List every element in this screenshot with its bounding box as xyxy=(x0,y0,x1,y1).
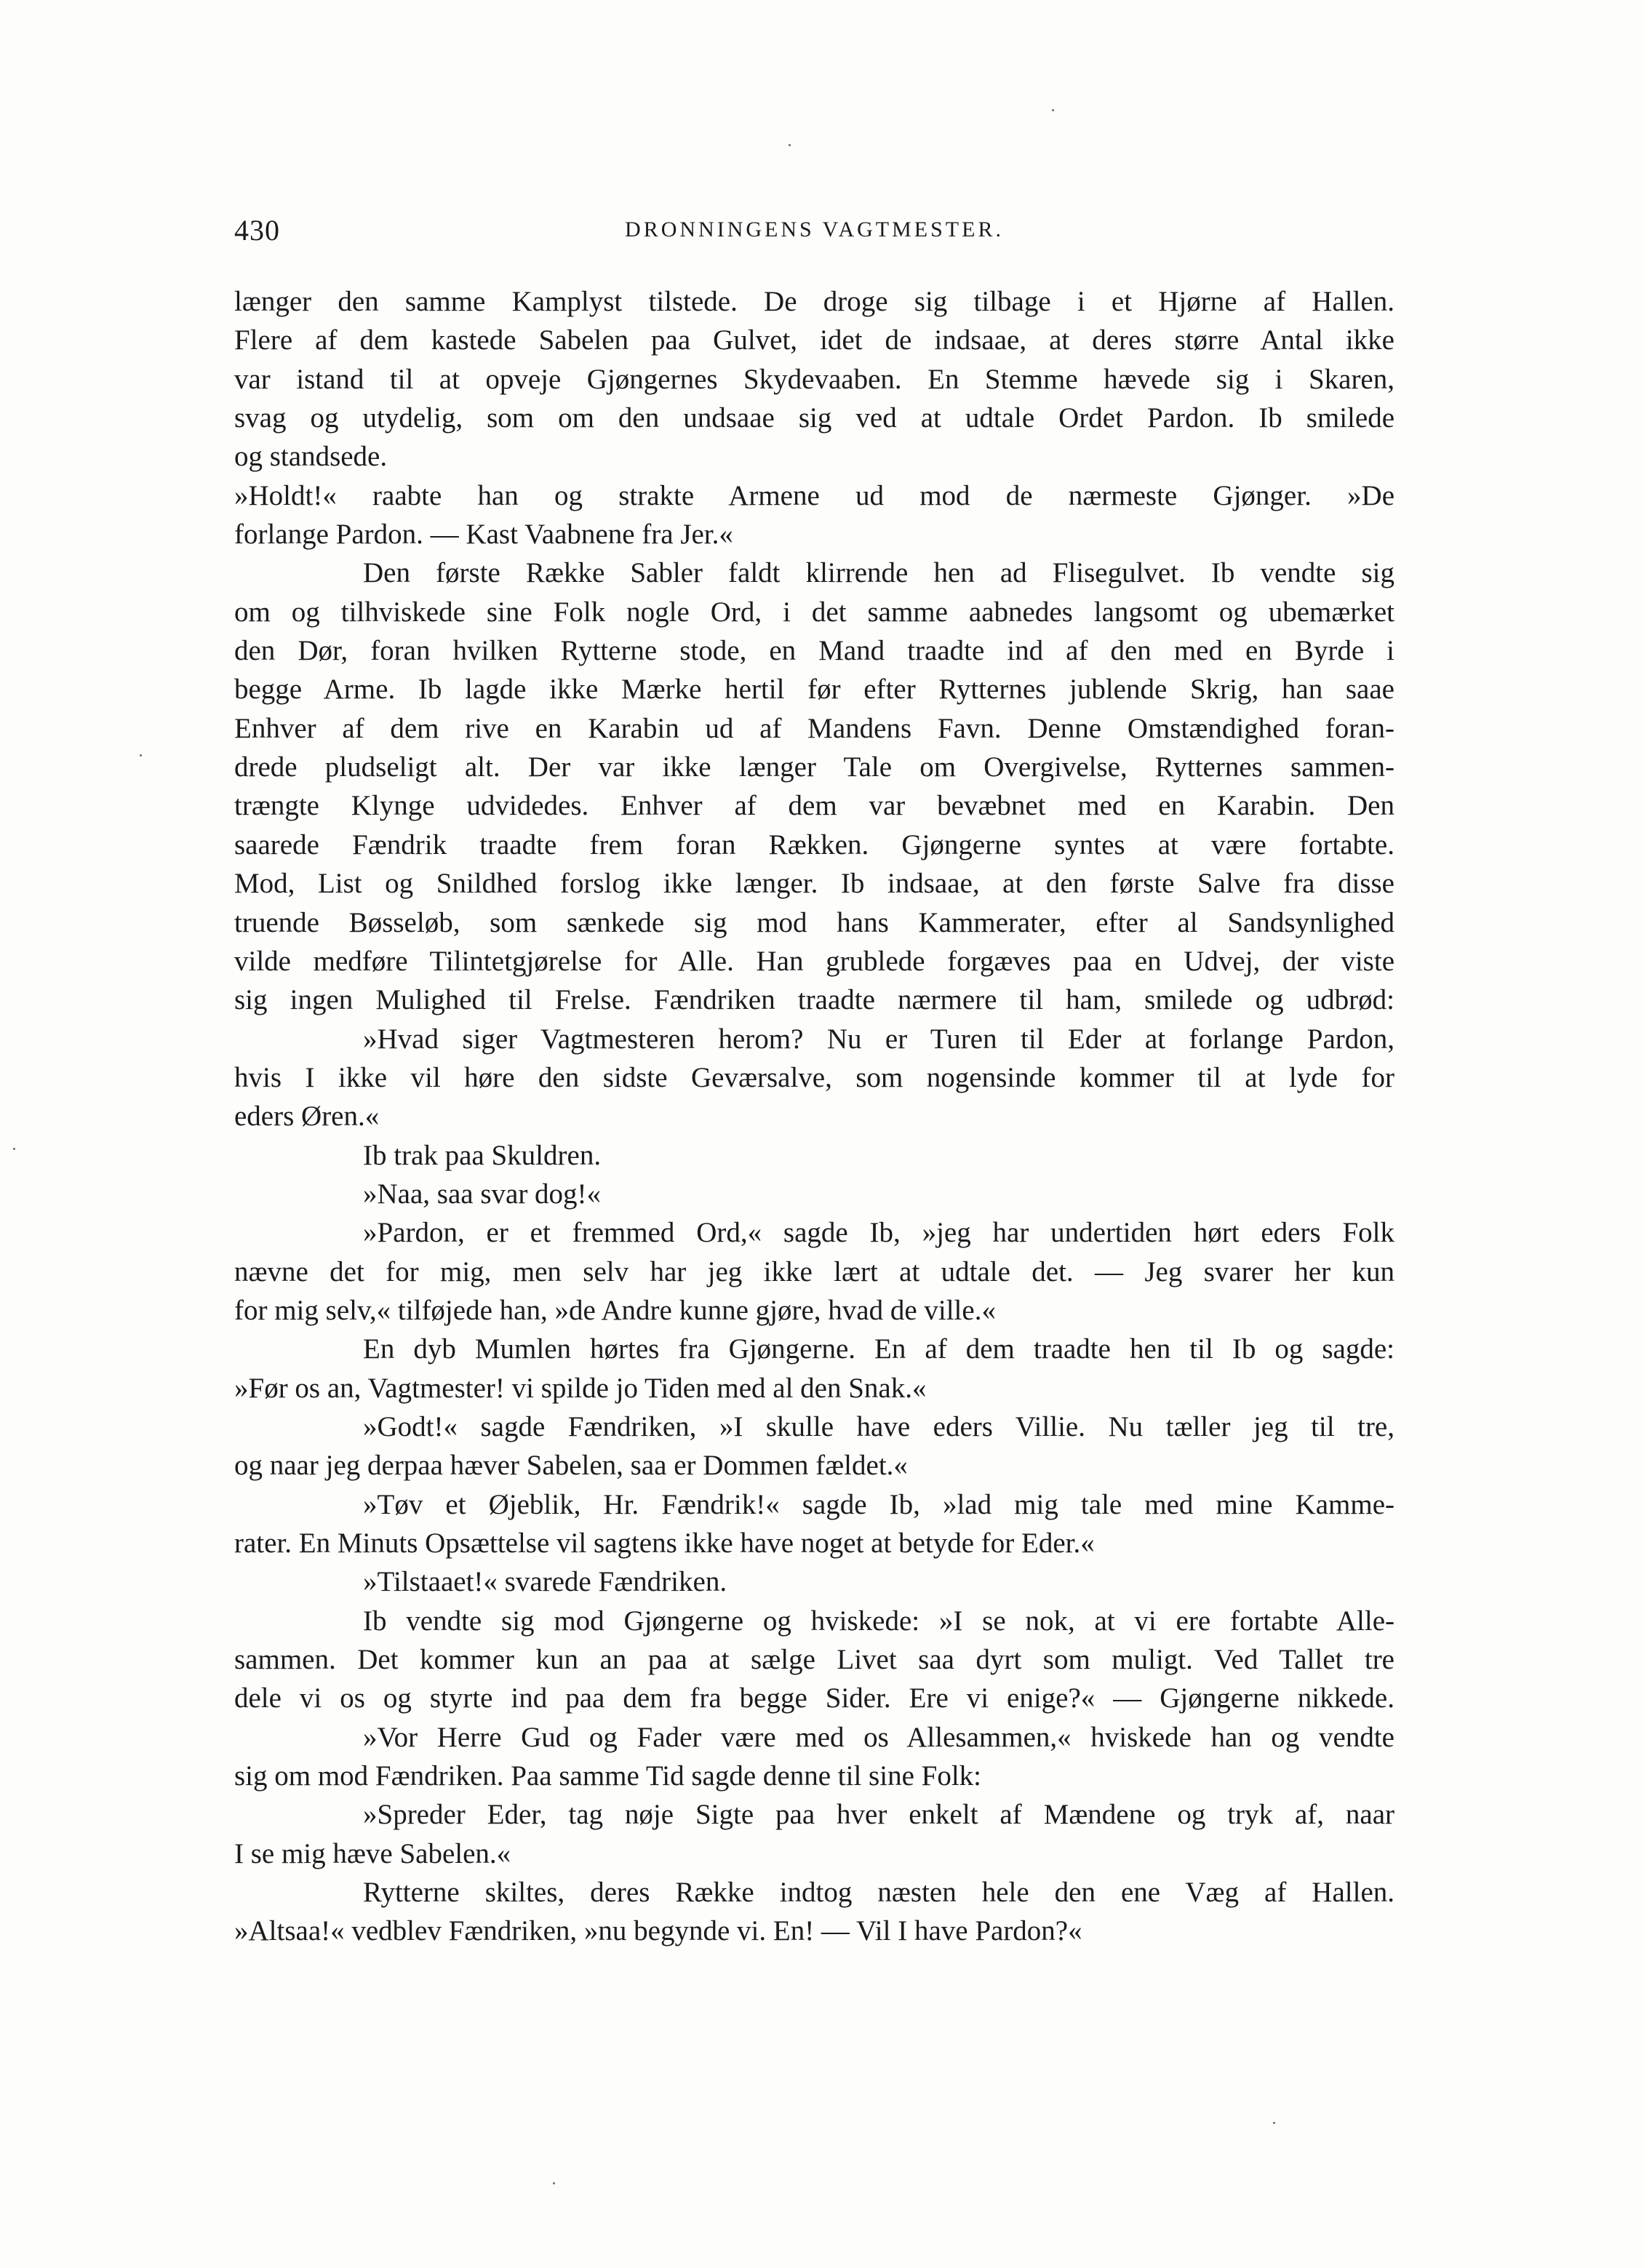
text-line: »Før os an, Vagtmester! vi spilde jo Tiden med al den Snak.« xyxy=(234,1372,927,1404)
text-line: »Vor Herre Gud og Fader være med os Allesammen,« hviskede han og vendte xyxy=(363,1721,1394,1753)
text-line: nævne det for mig, men selv har jeg ikke lært at udtale det. — Jeg svarer her kun xyxy=(234,1255,1394,1287)
text-line: for mig selv,« tilføjede han, »de Andre kunne gjøre, hvad de ville.« xyxy=(234,1294,996,1326)
text-line: drede pludseligt alt. Der var ikke længer Tale om Overgivelse, Rytternes sammen- xyxy=(234,751,1394,783)
text-line: »Altsaa!« vedblev Fændriken, »nu begynde vi. En! — Vil I have Pardon?« xyxy=(234,1915,1082,1947)
text-line: »Pardon, er et fremmed Ord,« sagde Ib, »jeg har undertiden hørt eders Folk xyxy=(363,1217,1394,1249)
body-text xyxy=(234,282,1394,1951)
text-line: Ib trak paa Skuldren. xyxy=(363,1139,602,1171)
text-line: vilde medføre Tilintetgjørelse for Alle. Han grublede forgæves paa en Udvej, der viste xyxy=(234,945,1394,977)
paper-speck xyxy=(140,754,142,756)
text-line: den Dør, foran hvilken Rytterne stode, en Mand traadte ind af den med en Byrde i xyxy=(234,635,1394,667)
text-line: og standsede. xyxy=(234,441,388,473)
paper-speck xyxy=(789,144,791,146)
paper-speck xyxy=(553,2182,555,2184)
text-line: begge Arme. Ib lagde ikke Mærke hertil før efter Rytternes jublende Skrig, han saae xyxy=(234,674,1394,706)
text-line: og naar jeg derpaa hæver Sabelen, saa er Dommen fældet.« xyxy=(234,1450,908,1482)
text-line: I se mig hæve Sabelen.« xyxy=(234,1837,511,1869)
paper-speck xyxy=(1273,2122,1275,2124)
text-line: »Naa, saa svar dog!« xyxy=(363,1178,602,1210)
text-line: sig ingen Mulighed til Frelse. Fændriken traadte nærmere til ham, smilede og udbrød: xyxy=(234,984,1394,1016)
text-line: Enhver af dem rive en Karabin ud af Mandens Favn. Denne Omstændighed foran- xyxy=(234,712,1394,744)
text-line: saarede Fændrik traadte frem foran Rækken. Gjøngerne syntes at være fortabte. xyxy=(234,828,1394,861)
text-line: Rytterne skiltes, deres Række indtog næsten hele den ene Væg af Hallen. xyxy=(363,1877,1394,1909)
text-line: »Spreder Eder, tag nøje Sigte paa hver enkelt af Mændene og tryk af, naar xyxy=(363,1799,1394,1831)
text-line: sig om mod Fændriken. Paa samme Tid sagde denne til sine Folk: xyxy=(234,1760,981,1792)
text-line: rater. En Minuts Opsættelse vil sagtens ikke have noget at betyde for Eder.« xyxy=(234,1528,1095,1559)
text-line: om og tilhviskede sine Folk nogle Ord, i det samme aabnedes langsomt og ubemærket xyxy=(234,596,1394,628)
text-line: En dyb Mumlen hørtes fra Gjøngerne. En af dem traadte hen til Ib og sagde: xyxy=(363,1333,1394,1365)
text-line: truende Bøsseløb, som sænkede sig mod hans Kammerater, efter al Sandsynlighed xyxy=(234,906,1394,938)
text-line: længer den samme Kamplyst tilstede. De droge sig tilbage i et Hjørne af Hallen. xyxy=(234,286,1394,317)
text-line: Flere af dem kastede Sabelen paa Gulvet, idet de indsaae, at deres større Antal ikke xyxy=(234,324,1394,356)
page-header xyxy=(234,213,1394,257)
running-title: DRONNINGENS VAGTMESTER. xyxy=(625,217,1004,241)
text-line: Den første Række Sabler faldt klirrende hen ad Flisegulvet. Ib vendte sig xyxy=(363,557,1394,589)
page-number: 430 xyxy=(234,214,280,247)
text-line: »Godt!« sagde Fændriken, »I skulle have eders Villie. Nu tæller jeg til tre, xyxy=(363,1410,1394,1442)
text-line: sammen. Det kommer kun an paa at sælge Livet saa dyrt som muligt. Ved Tallet tre xyxy=(234,1644,1394,1676)
text-line: Ib vendte sig mod Gjøngerne og hviskede: »I se nok, at vi ere fortabte Alle- xyxy=(363,1605,1394,1637)
text-line: trængte Klynge udvidedes. Enhver af dem var bevæbnet med en Karabin. Den xyxy=(234,790,1394,822)
text-line: eders Øren.« xyxy=(234,1101,380,1133)
text-line: »Holdt!« raabte han og strakte Armene ud mod de nærmeste Gjønger. »De xyxy=(234,479,1394,511)
paper-speck xyxy=(13,1148,15,1150)
text-line: dele vi os og styrte ind paa dem fra begge Sider. Ere vi enige?« — Gjøngerne nikkede. xyxy=(234,1682,1394,1714)
text-line: »Tilstaaet!« svarede Fændriken. xyxy=(363,1566,727,1598)
text-line: svag og utydelig, som om den undsaae sig ved at udtale Ordet Pardon. Ib smilede xyxy=(234,402,1394,434)
text-line: var istand til at opveje Gjøngernes Skydevaaben. En Stemme hævede sig i Skaren, xyxy=(234,363,1394,395)
text-line: Mod, List og Snildhed forslog ikke længer. Ib indsaae, at den første Salve fra disse xyxy=(234,868,1394,900)
text-line: »Hvad siger Vagtmesteren herom? Nu er Turen til Eder at forlange Pardon, xyxy=(363,1023,1394,1055)
text-line: »Tøv et Øjeblik, Hr. Fændrik!« sagde Ib, »lad mig tale med mine Kamme- xyxy=(363,1488,1394,1520)
text-line: hvis I ikke vil høre den sidste Geværsalve, som nogensinde kommer til at lyde for xyxy=(234,1061,1394,1093)
paper-speck xyxy=(1052,109,1054,111)
text-line: forlange Pardon. — Kast Vaabnene fra Jer.« xyxy=(234,519,733,551)
